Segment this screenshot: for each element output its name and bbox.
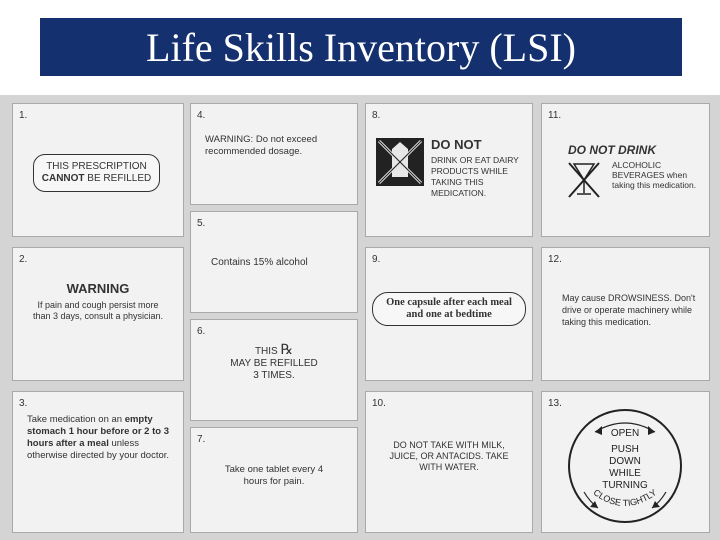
label-9 — [365, 247, 533, 381]
label-line: BE REFILLED — [84, 173, 152, 184]
label-line: MAY BE REFILLED — [230, 358, 318, 369]
label-number: 5. — [197, 218, 206, 229]
label-text: If pain and cough persist more than 3 days, consult a physician. — [32, 300, 164, 321]
label-number: 1. — [19, 110, 28, 121]
label-number: 2. — [19, 254, 28, 265]
push-text: PUSH — [611, 444, 639, 455]
label-heading: DO NOT DRINK — [568, 143, 656, 157]
label-text: ALCOHOLIC BEVERAGES when taking this medication. — [612, 160, 697, 190]
refill-warning-pill — [33, 154, 160, 192]
label-strong: CANNOT — [41, 173, 85, 184]
label-line: THIS PRESCRIPTION — [46, 161, 147, 172]
label-number: 9. — [372, 254, 381, 265]
label-4 — [190, 103, 358, 205]
label-text: DO NOT TAKE WITH MILK, JUICE, OR ANTACIDS. TAKE WITH WATER. — [389, 440, 509, 472]
label-number: 7. — [197, 434, 206, 445]
label-line: Take medication on an — [27, 414, 123, 425]
rx-symbol: ℞ — [280, 342, 294, 358]
no-alcohol-icon — [566, 160, 602, 200]
label-line: unless otherwise directed by your doctor. — [27, 438, 170, 461]
label-text: WARNING: Do not exceed recommended dosage. — [205, 134, 318, 157]
label-13 — [541, 391, 710, 533]
dosage-pill — [372, 292, 526, 326]
label-text: Contains 15% alcohol — [211, 257, 308, 268]
label-7 — [190, 427, 358, 533]
close-tightly-path: CLOSE TIGHTLY — [591, 487, 659, 509]
label-text — [27, 414, 177, 462]
slide-title: Life Skills Inventory (LSI) — [146, 24, 576, 70]
label-number: 3. — [19, 398, 28, 409]
label-text — [191, 344, 357, 382]
label-number: 10. — [372, 398, 386, 409]
label-text: Take one tablet every 4 hours for pain. — [224, 464, 324, 487]
label-text: May cause DROWSINESS. Don't drive or operate machinery while taking this medication. — [562, 293, 696, 327]
label-line: 3 TIMES. — [253, 370, 295, 381]
title-bar — [40, 18, 682, 76]
label-10 — [365, 391, 533, 533]
label-5 — [190, 211, 358, 313]
label-strong: empty stomach 1 hour before or 2 to 3 hours after a meal — [27, 414, 169, 449]
label-number: 13. — [548, 398, 562, 409]
label-number: 6. — [197, 326, 206, 337]
label-3 — [12, 391, 184, 533]
label-heading: WARNING — [66, 281, 130, 296]
no-dairy-icon — [375, 137, 425, 187]
child-safety-cap-icon — [560, 406, 690, 526]
label-heading: DO NOT — [431, 137, 482, 152]
label-line: THIS — [254, 346, 278, 357]
label-11 — [541, 103, 710, 237]
label-number: 12. — [548, 254, 562, 265]
down-text: DOWN — [609, 456, 641, 467]
label-text: One capsule after each meal and one at bedtime — [386, 297, 512, 320]
while-text: WHILE — [609, 468, 641, 479]
label-number: 4. — [197, 110, 206, 121]
turning-text: TURNING — [602, 480, 648, 491]
label-6 — [190, 319, 358, 421]
label-8 — [365, 103, 533, 237]
label-12 — [541, 247, 710, 381]
label-number: 8. — [372, 110, 381, 121]
label-1 — [12, 103, 184, 237]
open-text: OPEN — [610, 428, 640, 439]
label-number: 11. — [548, 110, 562, 121]
label-text: DRINK OR EAT DAIRY PRODUCTS WHILE TAKING THIS MEDICATION. — [431, 155, 519, 198]
label-2 — [12, 247, 184, 381]
label-text — [34, 161, 159, 185]
